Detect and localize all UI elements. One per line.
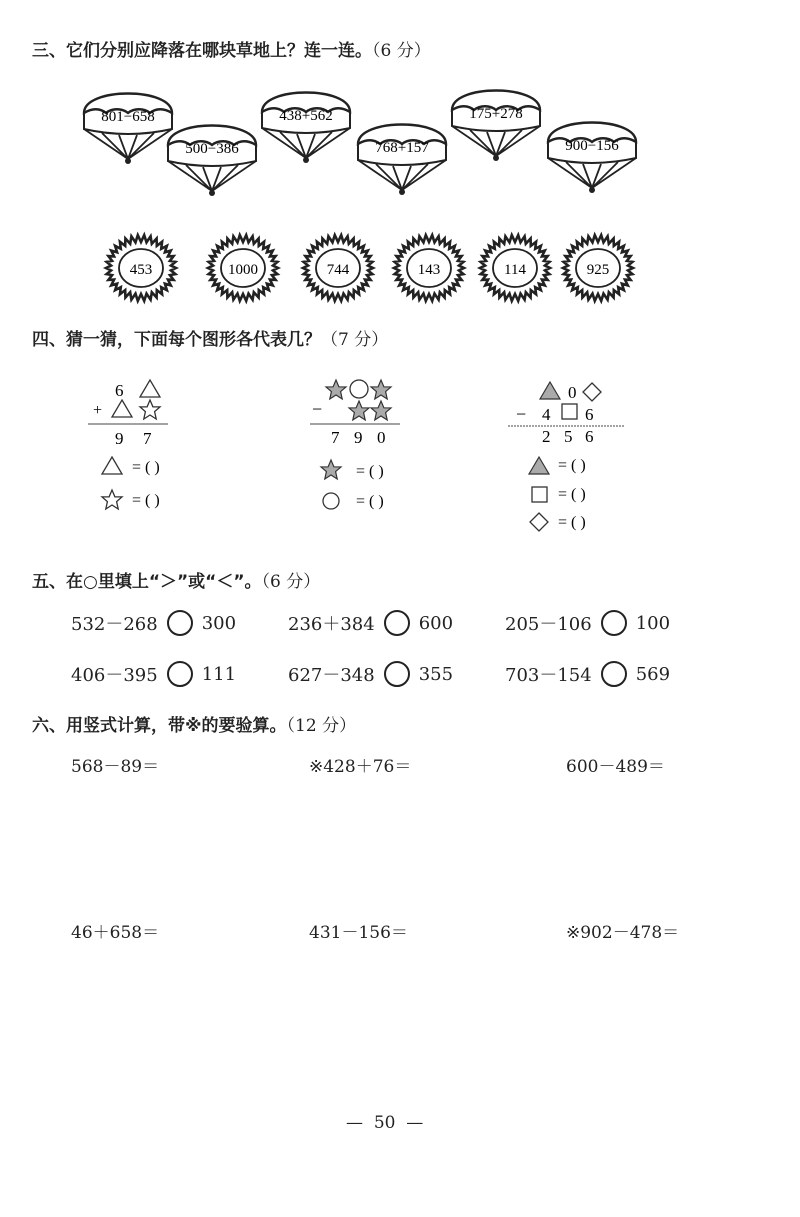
section-5-title: 五、在○里填上“＞”或“＜”。 bbox=[32, 572, 262, 592]
triangle-icon bbox=[529, 457, 549, 474]
star-icon bbox=[349, 401, 369, 420]
compare-right: 100 bbox=[635, 612, 671, 634]
diamond-icon bbox=[583, 383, 601, 401]
compare-right: 355 bbox=[418, 663, 454, 685]
puzzle-1-top-digit: 6 bbox=[115, 381, 124, 400]
parachute-grass-figure bbox=[60, 80, 660, 305]
calc-problem: 568－89＝ bbox=[71, 757, 160, 777]
answer-blank[interactable]: = ( ) bbox=[558, 457, 586, 474]
compare-left: 236＋384 bbox=[288, 614, 375, 635]
compare-item bbox=[505, 661, 670, 687]
puzzle-3-top-digit: 0 bbox=[568, 383, 577, 402]
answer-blank[interactable]: = ( ) bbox=[132, 459, 160, 476]
answer-blank[interactable]: = ( ) bbox=[356, 493, 384, 510]
parachute-1-label: 801−658 bbox=[101, 109, 155, 125]
section-4-points: （7 分） bbox=[321, 330, 389, 350]
section-6-points: （12 分） bbox=[286, 716, 357, 736]
square-icon bbox=[562, 404, 577, 419]
compare-right: 111 bbox=[201, 663, 237, 685]
star-icon bbox=[371, 401, 391, 420]
grass-5[interactable] bbox=[480, 235, 550, 301]
triangle-icon bbox=[540, 382, 560, 399]
footer-dash: — bbox=[406, 1113, 424, 1133]
compare-item bbox=[71, 610, 236, 636]
compare-left: 532－268 bbox=[71, 614, 158, 635]
puzzle-1-operator: + bbox=[93, 402, 103, 419]
parachute-3-label: 438+562 bbox=[279, 108, 333, 124]
calc-problem: 431－156＝ bbox=[309, 923, 408, 943]
puzzle-3-bottom-digit: 4 bbox=[542, 405, 551, 424]
grass-2[interactable] bbox=[208, 235, 278, 301]
compare-item bbox=[505, 610, 670, 636]
section-5-points: （6 分） bbox=[261, 572, 321, 592]
puzzle-3 bbox=[508, 382, 625, 531]
parachute-4-label: 768+157 bbox=[375, 140, 429, 156]
circle-icon bbox=[350, 380, 368, 398]
section-4-heading bbox=[32, 325, 388, 350]
parachute-5[interactable] bbox=[452, 91, 540, 162]
page-footer bbox=[346, 1113, 423, 1133]
section-4-title: 四、猜一猜，下面每个图形各代表几？ bbox=[32, 330, 321, 350]
parachute-2[interactable] bbox=[168, 126, 256, 197]
grass-6-label: 925 bbox=[586, 262, 610, 278]
answer-blank[interactable]: = ( ) bbox=[356, 463, 384, 480]
star-icon bbox=[321, 460, 341, 479]
calc-problem: 600－489＝ bbox=[566, 757, 665, 777]
parachute-6[interactable] bbox=[548, 123, 636, 194]
puzzle-3-result-digit: 5 bbox=[564, 427, 573, 446]
section-3-heading bbox=[32, 36, 431, 61]
triangle-icon bbox=[140, 380, 160, 397]
parachute-5-label: 175+278 bbox=[469, 106, 523, 122]
compare-left: 205－106 bbox=[505, 614, 592, 635]
star-icon bbox=[140, 400, 160, 419]
grass-1-label: 453 bbox=[129, 262, 153, 278]
parachute-6-label: 900−156 bbox=[565, 138, 619, 154]
puzzle-3-result-digit: 2 bbox=[542, 427, 551, 446]
parachute-4[interactable] bbox=[358, 125, 446, 196]
parachute-2-label: 500−386 bbox=[185, 141, 239, 157]
compare-circle[interactable] bbox=[601, 610, 627, 636]
footer-dash: — bbox=[346, 1113, 363, 1133]
grass-2-label: 1000 bbox=[228, 262, 258, 278]
grass-4-label: 143 bbox=[417, 262, 441, 278]
puzzle-1-result-digit: 9 bbox=[115, 429, 124, 448]
puzzle-3-result-digit: 6 bbox=[585, 427, 594, 446]
puzzle-2-result-digit: 7 bbox=[331, 428, 340, 447]
calc-problem: ※428＋76＝ bbox=[309, 757, 412, 777]
compare-right: 600 bbox=[418, 612, 454, 634]
compare-left: 703－154 bbox=[505, 665, 592, 686]
compare-circle[interactable] bbox=[167, 610, 193, 636]
compare-left: 406－395 bbox=[71, 665, 158, 686]
compare-item bbox=[288, 610, 453, 636]
puzzle-2-operator: − bbox=[312, 399, 323, 419]
star-icon bbox=[371, 380, 391, 399]
compare-circle[interactable] bbox=[601, 661, 627, 687]
square-icon bbox=[532, 487, 547, 502]
triangle-icon bbox=[112, 400, 132, 417]
puzzle-2-result-digit: 0 bbox=[377, 428, 386, 447]
grass-3[interactable] bbox=[303, 235, 373, 301]
answer-blank[interactable]: = ( ) bbox=[558, 486, 586, 503]
answer-blank[interactable]: = ( ) bbox=[132, 492, 160, 509]
compare-circle[interactable] bbox=[384, 610, 410, 636]
puzzle-3-operator: − bbox=[516, 404, 527, 424]
compare-circle[interactable] bbox=[384, 661, 410, 687]
puzzle-2-result-digit: 9 bbox=[354, 428, 363, 447]
grass-4[interactable] bbox=[394, 235, 464, 301]
calc-problem: 46＋658＝ bbox=[71, 923, 160, 943]
grass-1[interactable] bbox=[106, 235, 176, 301]
puzzle-3-bottom-digit: 6 bbox=[585, 405, 594, 424]
section-5-heading bbox=[32, 567, 320, 592]
section-3-title: 三、它们分别应降落在哪块草地上？连一连。 bbox=[32, 41, 372, 61]
star-icon bbox=[102, 490, 122, 509]
compare-item bbox=[71, 661, 236, 687]
calc-problem: ※902－478＝ bbox=[566, 923, 680, 943]
star-icon bbox=[326, 380, 346, 399]
grass-6[interactable] bbox=[563, 235, 633, 301]
triangle-icon bbox=[102, 457, 122, 474]
parachute-1[interactable] bbox=[84, 94, 172, 165]
answer-blank[interactable]: = ( ) bbox=[558, 514, 586, 531]
puzzle-2 bbox=[310, 380, 400, 510]
compare-left: 627－348 bbox=[288, 665, 375, 686]
section-6-title: 六、用竖式计算，带※的要验算。 bbox=[32, 716, 287, 736]
diamond-icon bbox=[530, 513, 548, 531]
compare-circle[interactable] bbox=[167, 661, 193, 687]
page-number: 50 bbox=[373, 1113, 396, 1133]
section-6-heading bbox=[32, 711, 356, 736]
compare-right: 569 bbox=[635, 663, 671, 685]
shape-puzzles-figure bbox=[80, 370, 640, 540]
compare-item bbox=[288, 661, 453, 687]
parachute-3[interactable] bbox=[262, 93, 350, 164]
section-3-points: （6 分） bbox=[372, 41, 431, 61]
grass-3-label: 744 bbox=[326, 262, 350, 278]
puzzle-1-result-digit: 7 bbox=[143, 429, 152, 448]
grass-5-label: 114 bbox=[504, 262, 526, 278]
puzzle-1 bbox=[88, 380, 168, 509]
compare-right: 300 bbox=[201, 612, 237, 634]
circle-icon bbox=[323, 493, 339, 509]
